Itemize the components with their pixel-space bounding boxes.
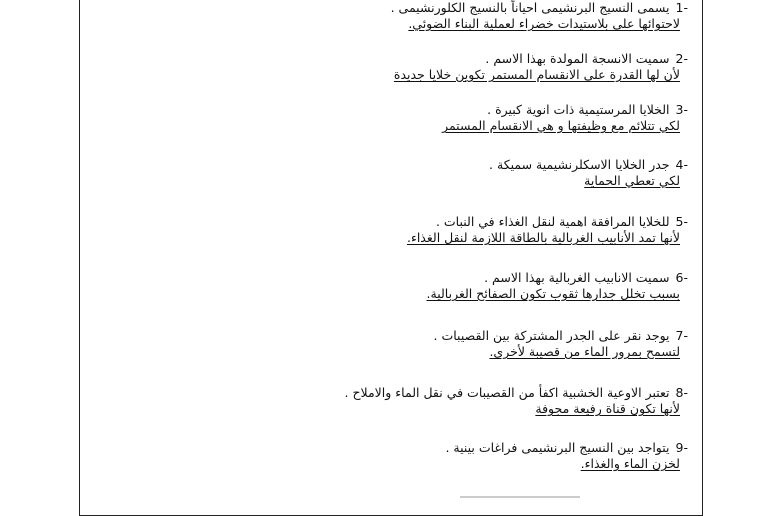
list-item <box>268 102 688 134</box>
question-text <box>268 385 688 401</box>
answer-text: لاحتوائها على بلاستيدات خضراء لعملية البناء الضوئي. <box>408 16 680 31</box>
item-number: -5 <box>675 214 688 229</box>
question-text <box>268 0 688 16</box>
question-label: سميت الانسجة المولدة بهذا الاسم . <box>485 51 670 66</box>
item-number: -3 <box>675 102 688 117</box>
item-number: -1 <box>675 0 688 15</box>
question-label: يتواجد بين النسيج البرنشيمى فراغات بينية . <box>445 440 670 455</box>
list-item <box>268 328 688 360</box>
item-number: -9 <box>675 440 688 455</box>
item-number: -4 <box>675 157 688 172</box>
question-text <box>268 214 688 230</box>
next-item-fragment <box>460 496 580 498</box>
answer-text: لتسمح بمرور الماء من قصيبة لأخرى. <box>489 344 680 359</box>
answer-text: بسبب تخلل جدارها ثقوب تكون الصفائح الغربالية. <box>426 286 680 301</box>
question-label: الخلايا المرستيمية ذات انوية كبيرة . <box>487 102 670 117</box>
question-label: للخلايا المرافقة اهمية لنقل الغذاء في النبات . <box>435 214 670 229</box>
answer-text: لخزن الماء والغذاء. <box>580 456 680 471</box>
list-item <box>268 385 688 417</box>
list-item <box>268 270 688 302</box>
list-item <box>268 440 688 472</box>
list-item <box>268 0 688 32</box>
question-label: سميت الانابيب الغربالية بهذا الاسم . <box>484 270 670 285</box>
answer-text: لأن لها القدرة على الانقسام المستمر تكوين خلايا جديدة <box>393 67 680 82</box>
list-item <box>268 157 688 189</box>
answer-text: لكي تعطي الحماية <box>584 173 680 188</box>
question-text <box>268 440 688 456</box>
question-label: يسمى النسيج البرنشيمى احياناً بالنسيج الكلورنشيمى . <box>390 0 670 15</box>
item-number: -8 <box>675 385 688 400</box>
item-number: -2 <box>675 51 688 66</box>
question-text <box>268 51 688 67</box>
question-label: جدر الخلايا الاسكلرنشيمية سميكة . <box>489 157 670 172</box>
answer-text: لأنها تكون قناة رفيعة مجوفة <box>535 401 680 416</box>
answer-text: لكي تتلائم مع وظيفتها و هي الانقسام المستمر <box>442 118 680 133</box>
question-label: تعتبر الاوعية الخشبية اكفأ من القصيبات في نقل الماء والاملاح . <box>344 385 670 400</box>
item-number: -7 <box>675 328 688 343</box>
question-text <box>268 270 688 286</box>
item-number: -6 <box>675 270 688 285</box>
list-item <box>268 214 688 246</box>
question-text <box>268 102 688 118</box>
answer-text: لأنها تمد الأنابيب الغربالية بالطاقة اللازمة لنقل الغذاء. <box>406 230 680 245</box>
list-item <box>268 51 688 83</box>
question-text <box>268 157 688 173</box>
question-label: يوجد نقر على الجدر المشتركة بين القصيبات . <box>433 328 670 343</box>
question-text <box>268 328 688 344</box>
